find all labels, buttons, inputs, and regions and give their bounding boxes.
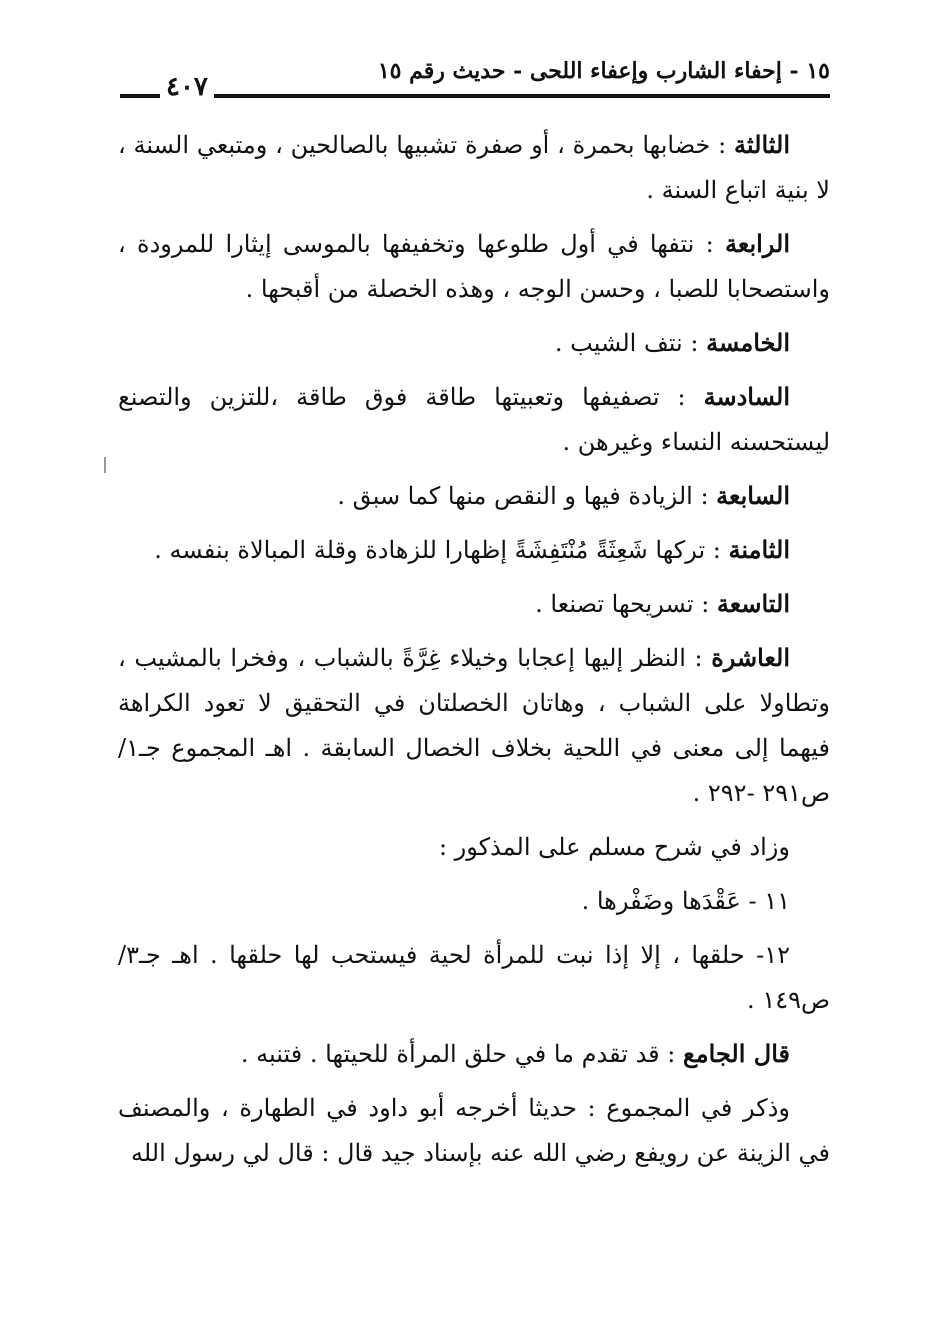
paragraph-third xyxy=(118,122,830,213)
paragraph-text: : نتف الشيب . xyxy=(554,329,707,357)
paragraph-fifth xyxy=(118,320,830,366)
page-header xyxy=(120,58,830,102)
paragraph-sixth xyxy=(118,374,830,465)
paragraph-label: السابعة xyxy=(716,481,790,510)
paragraph-eighth xyxy=(118,527,830,573)
margin-mark xyxy=(104,457,106,473)
paragraph-text: : خضابها بحمرة ، أو صفرة تشبيها بالصالحين ، ومتبعي السنة ، لا بنية اتباع السنة . xyxy=(118,131,830,204)
running-title: ١٥ - إحفاء الشارب وإعفاء اللحى - حديث رقم ١٥ xyxy=(377,58,830,84)
paragraph-hadith-mention xyxy=(118,1085,830,1176)
paragraph-text: ١٢- حلقها ، إلا إذا نبت للمرأة لحية فيستحب لها حلقها . اهـ جـ٣/ ص١٤٩ . xyxy=(118,941,830,1014)
paragraph-compiler-note xyxy=(118,1031,830,1077)
paragraph-text: : تسريحها تصنعا . xyxy=(535,590,717,618)
paragraph-label: قال الجامع xyxy=(683,1039,790,1068)
paragraph-label: الرابعة xyxy=(725,229,791,258)
paragraph-text: : تصفيفها وتعبيتها طاقة فوق طاقة ،للتزين والتصنع ليستحسنه النساء وغيرهن . xyxy=(118,383,830,456)
page-body xyxy=(118,122,830,1184)
paragraph-twelfth xyxy=(118,932,830,1023)
paragraph-text: : تركها شَعِثَةً مُنْتَفِشَةً إظهارا للزهادة وقلة المبالاة بنفسه . xyxy=(154,536,729,564)
paragraph-label: الثالثة xyxy=(734,130,790,159)
paragraph-text: : الزيادة فيها و النقص منها كما سبق . xyxy=(337,482,717,510)
paragraph-text: وزاد في شرح مسلم على المذكور : xyxy=(438,833,790,861)
paragraph-label: التاسعة xyxy=(716,589,790,618)
paragraph-text: : قد تقدم ما في حلق المرأة للحيتها . فتنبه . xyxy=(240,1040,683,1068)
paragraph-fourth xyxy=(118,221,830,312)
paragraph-text: : نتفها في أول طلوعها وتخفيفها بالموسى إيثارا للمرودة ، واستصحابا للصبا ، وحسن الوجه ، وهذه الخصلة من أقبحها . xyxy=(118,230,830,303)
paragraph-eleventh xyxy=(118,878,830,924)
paragraph-text: ١١ - عَقْدَها وضَفْرها . xyxy=(581,887,790,915)
paragraph-label: الثامنة xyxy=(728,535,790,564)
paragraph-text: وذكر في المجموع : حديثا أخرجه أبو داود في الطهارة ، والمصنف في الزينة عن رويفع رضي الله عنه بإسناد جيد قال : قال لي رسول الله xyxy=(118,1094,830,1167)
paragraph-label: الخامسة xyxy=(706,328,790,357)
paragraph-seventh xyxy=(118,473,830,519)
paragraph-ninth xyxy=(118,581,830,627)
paragraph-label: السادسة xyxy=(703,382,790,411)
header-rule-left-segment xyxy=(120,94,158,98)
paragraph-label: العاشرة xyxy=(711,643,790,672)
paragraph-text: : النظر إليها إعجابا وخيلاء غِرَّةً بالشباب ، وفخرا بالمشيب ، وتطاولا على الشباب ، وهاتان الخصلتان في التحقيق لا تعود الكراهة فيهما إلى معنى في اللحية بخلاف الخصال السابقة . اهـ المجموع جـ١/ ص٢٩١ -٢٩٢ . xyxy=(118,644,831,807)
paragraph-tenth xyxy=(118,635,830,816)
page-number: ٤٠٧ xyxy=(160,72,214,102)
header-rule xyxy=(120,94,830,98)
paragraph-muslim-addition xyxy=(118,824,830,870)
